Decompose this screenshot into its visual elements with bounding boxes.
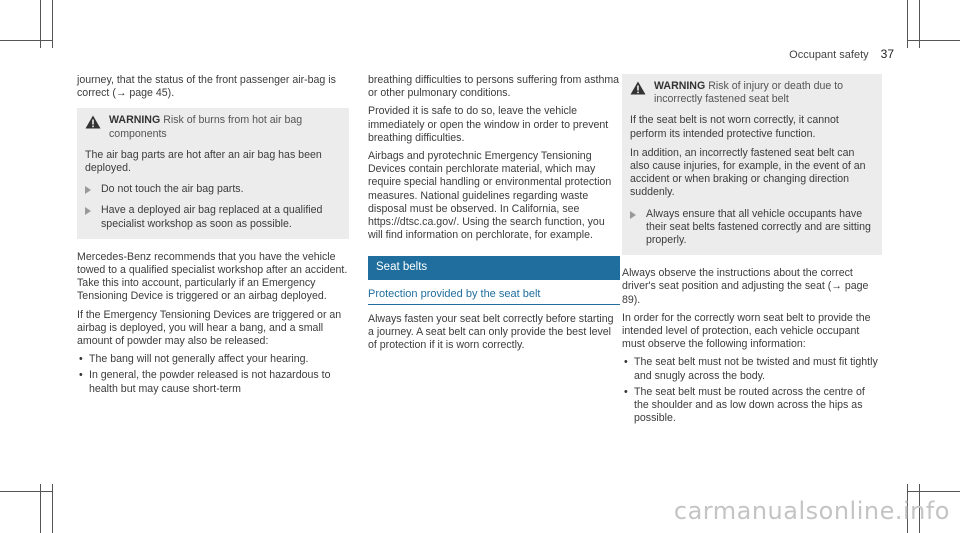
- paragraph: Mercedes-Benz recommends that you have the vehicle towed to a qualified specialist workshop after an accident. Take this into account, particularly if an Emergency Tensioning Device is triggered or an airbag deployed.: [77, 250, 348, 303]
- subsection-heading: Protection provided by the seat belt: [368, 288, 620, 305]
- action-text: Always ensure that all vehicle occupants have their seat belts fastened correctly and are sitting properly.: [646, 207, 871, 247]
- paragraph: Always fasten your seat belt correctly before starting a journey. A seat belt can only provide the best level of protection if it is worn correctly.: [368, 312, 614, 352]
- play-arrow-icon: [85, 207, 91, 215]
- section-heading-bar: Seat belts: [368, 256, 620, 279]
- paragraph: Provided it is safe to do so, leave the vehicle immediately or open the window in order to prevent breathing difficulties.: [368, 105, 609, 144]
- column-left: [77, 74, 349, 399]
- bullet-list: [77, 353, 349, 396]
- intro-text: journey, that the status of the front passenger air-bag is correct (→ page 45).: [77, 74, 336, 100]
- warning-box-burns: [77, 108, 349, 238]
- warning-box-seat-belt: [622, 74, 882, 255]
- warning-label: WARNING: [654, 80, 706, 92]
- warning-triangle-icon: [85, 115, 101, 129]
- warning-body: The air bag parts are hot after an air bag has been deployed.: [85, 148, 322, 175]
- column-right: [622, 74, 882, 428]
- crop-mark: [52, 0, 53, 48]
- crop-mark: [907, 491, 960, 492]
- list-item: • The seat belt must not be twisted and must fit tightly and snugly across the body.: [622, 356, 882, 382]
- list-item: • The bang will not generally affect your hearing.: [77, 353, 349, 366]
- warning-title: Risk of injury or death due to incorrectly fastened seat belt: [654, 80, 844, 106]
- action-step: [630, 208, 874, 248]
- page-number: 37: [880, 47, 894, 61]
- play-arrow-icon: [630, 211, 636, 219]
- warning-body: In addition, an incorrectly fastened seat belt can also cause injuries, for example, in the event of an accident or when braking or changing direction suddenly.: [630, 146, 866, 199]
- watermark-link[interactable]: carmanualsonline.info: [673, 497, 950, 525]
- section-title: Occupant safety: [789, 49, 869, 61]
- paragraph: In order for the correctly worn seat belt to provide the intended level of protection, each vehicle occupant must observe the following information:: [622, 311, 871, 351]
- warning-label: WARNING: [109, 114, 161, 127]
- bullet-list: [622, 356, 882, 425]
- action-text: Do not touch the air bag parts.: [101, 183, 244, 196]
- list-item: • The seat belt must be routed across the centre of the shoulder and as low down across the hips as possible.: [622, 386, 882, 426]
- paragraph: Always observe the instructions about the correct driver's seat position and adjusting the seat (→ page 89).: [622, 267, 869, 306]
- crop-mark: [0, 491, 52, 492]
- page-header: [789, 47, 894, 61]
- action-step: [85, 183, 341, 196]
- paragraph: Airbags and pyrotechnic Emergency Tensioning Devices contain perchlorate material, which may require special handling or environmental protection measures. National guidelines regarding waste disposal must be observed. In California, see https://dtsc.ca.gov/. Using the search function, you will find information on perchlorate, for example.: [368, 150, 612, 242]
- action-step: [85, 204, 341, 230]
- warning-header: [85, 114, 341, 140]
- crop-mark: [907, 40, 960, 41]
- crop-mark: [0, 40, 52, 41]
- column-middle: [368, 74, 620, 357]
- paragraph: breathing difficulties to persons suffering from asthma or other pulmonary conditions.: [368, 74, 620, 100]
- play-arrow-icon: [85, 186, 91, 194]
- warning-body: If the seat belt is not worn correctly, it cannot perform its intended protective function.: [630, 114, 839, 140]
- warning-header: [630, 80, 874, 106]
- warning-title: Risk of burns from hot air bag components: [109, 114, 303, 140]
- action-text: Have a deployed air bag replaced at a qualified specialist workshop as soon as possible.: [101, 204, 323, 230]
- warning-triangle-icon: [630, 81, 646, 95]
- crop-mark: [52, 484, 53, 533]
- list-item: • In general, the powder released is not hazardous to health but may cause short-term: [77, 369, 349, 395]
- paragraph: If the Emergency Tensioning Devices are triggered or an airbag is deployed, you will hear a bang, and a small amount of powder may also be released:: [77, 308, 342, 348]
